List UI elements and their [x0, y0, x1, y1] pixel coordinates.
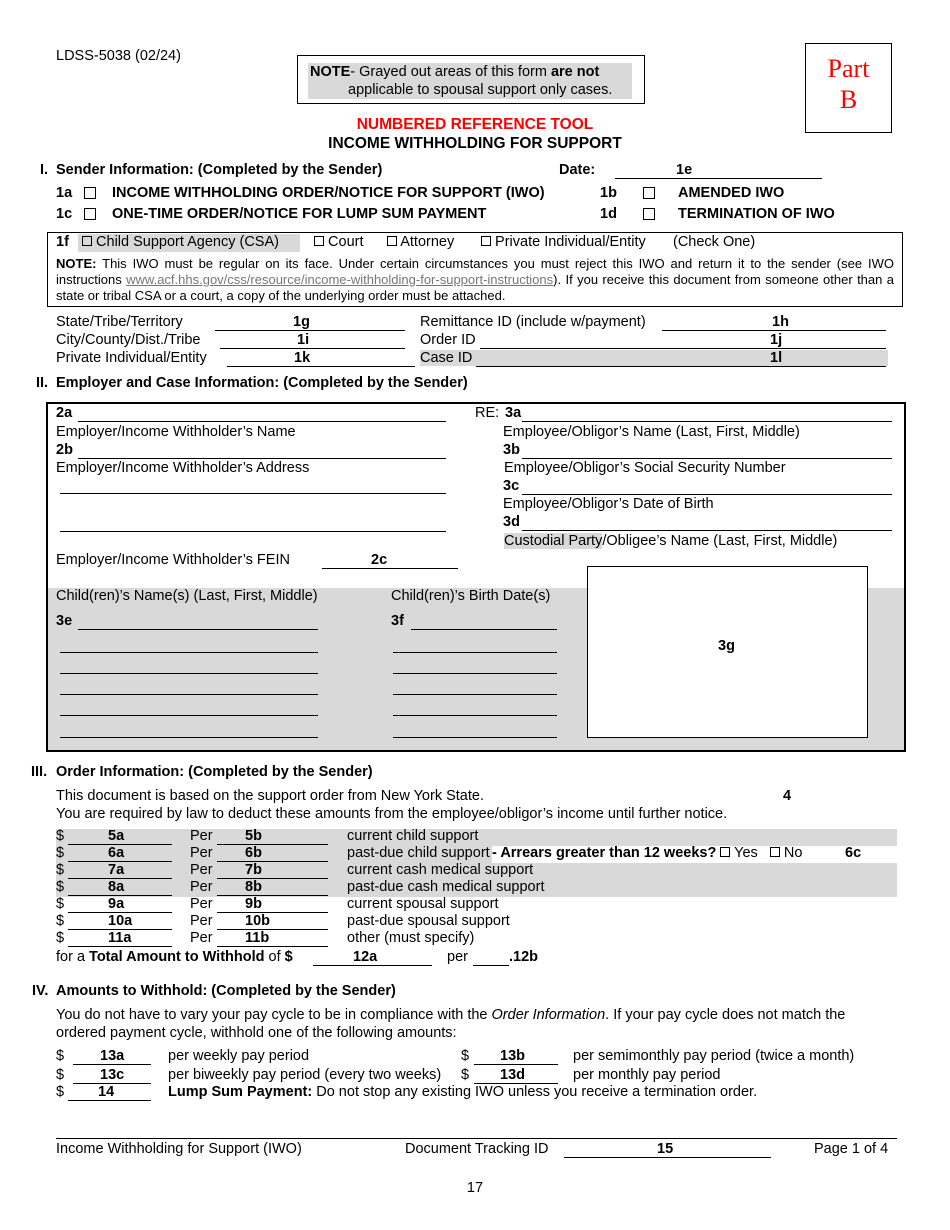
page-indicator: Page 1 of 4: [814, 1141, 889, 1157]
weekly-label: per weekly pay period: [168, 1048, 310, 1064]
dollar-14: $: [56, 1084, 65, 1100]
order-per-ref: 8b: [245, 879, 262, 895]
ref-2c: 2c: [371, 552, 388, 568]
ref-3f: 3f: [391, 613, 404, 629]
order-amount-ref: 7a: [108, 862, 125, 878]
iwo-note: NOTE: This IWO must be regular on its face. Under certain circumstances you must reject this IWO and return it to the sender (see IWO instructions www.acf.hhs.gov/css/resource/income-withholding-for-support-instructions). If you receive this document from someone other than a state or tribal CSA or a court, a copy of the underlying order must be attached.: [56, 256, 894, 303]
section4-heading: Amounts to Withhold: (Completed by the Sender): [56, 983, 396, 999]
order-description: past-due spousal support: [347, 913, 510, 929]
order-per-label: Per: [190, 930, 213, 946]
private-label: Private Individual/Entity: [56, 350, 207, 366]
monthly-label: per monthly pay period: [573, 1067, 721, 1083]
ref-3g: 3g: [718, 638, 735, 654]
termination-checkbox[interactable]: [643, 208, 655, 220]
sender-csa[interactable]: Child Support Agency (CSA): [82, 234, 279, 250]
order-per-ref: 9b: [245, 896, 262, 912]
section2-numeral: II.: [36, 375, 49, 391]
dollar-13c: $: [56, 1067, 65, 1083]
section4-numeral: IV.: [32, 983, 49, 999]
biweekly-label: per biweekly pay period (every two weeks): [168, 1067, 442, 1083]
case-label: Case ID: [420, 350, 473, 366]
section1-heading: Sender Information: (Completed by the Sender): [56, 162, 383, 178]
order-per-ref: 10b: [245, 913, 270, 929]
page-number: 17: [466, 1180, 484, 1196]
children-names-label: Child(ren)’s Name(s) (Last, First, Middle): [56, 588, 318, 604]
obligor-dob-label: Employee/Obligor’s Date of Birth: [503, 496, 714, 512]
order-description: current child support: [347, 828, 479, 844]
ref-1l: 1l: [770, 350, 783, 366]
ref-2b: 2b: [56, 442, 73, 458]
custodial-label: Custodial Party/Obligee’s Name (Last, First, Middle): [504, 533, 838, 549]
order-dollar: $: [56, 828, 65, 844]
order-dollar: $: [56, 913, 65, 929]
ref-13d: 13d: [500, 1067, 525, 1083]
ref-1a: 1a: [56, 185, 73, 201]
ref-1g: 1g: [293, 314, 310, 330]
ref-12a: 12a: [353, 949, 378, 965]
section1-numeral: I.: [40, 162, 49, 178]
date-label: Date:: [559, 162, 596, 178]
ref-1j: 1j: [770, 332, 783, 348]
sender-attorney[interactable]: Attorney: [387, 234, 454, 250]
lump-sum-line: Lump Sum Payment: Do not stop any existing IWO unless you receive a termination order.: [168, 1084, 758, 1100]
part-label: Part: [827, 54, 870, 83]
ref-15: 15: [657, 1141, 674, 1157]
ref-3c: 3c: [503, 478, 520, 494]
ref-3b: 3b: [503, 442, 520, 458]
order-dollar: $: [56, 862, 65, 878]
order-amount-ref: 10a: [108, 913, 133, 929]
remit-label: Remittance ID (include w/payment): [420, 314, 646, 330]
note-text: - Grayed out areas of this form: [350, 64, 551, 80]
re-label: RE:: [475, 405, 500, 421]
order-description: past-due child support: [347, 845, 490, 861]
order-amount-ref: 9a: [108, 896, 125, 912]
amended-option: AMENDED IWO: [678, 185, 785, 201]
order-per-ref: 11b: [245, 930, 270, 946]
tracking-label: Document Tracking ID: [405, 1141, 549, 1157]
ref-1c: 1c: [56, 206, 73, 222]
city-label: City/County/Dist./Tribe: [56, 332, 201, 348]
order-dollar: $: [56, 879, 65, 895]
sender-box: [47, 232, 903, 307]
order-label: Order ID: [420, 332, 476, 348]
order-description: current spousal support: [347, 896, 499, 912]
ref-13c: 13c: [100, 1067, 125, 1083]
termination-option: TERMINATION OF IWO: [678, 206, 835, 222]
order-amount-ref: 8a: [108, 879, 125, 895]
tool-title: NUMBERED REFERENCE TOOL: [356, 116, 594, 133]
order-per-label: Per: [190, 845, 213, 861]
order-description: past-due cash medical support: [347, 879, 545, 895]
section2-heading: Employer and Case Information: (Completed by the Sender): [56, 375, 468, 391]
arrears-yes-checkbox[interactable]: [720, 847, 730, 857]
note-text-2: applicable to spousal support only cases.: [348, 82, 613, 98]
total-per: per: [447, 949, 468, 965]
semimonthly-label: per semimonthly pay period (twice a month): [573, 1048, 855, 1064]
ref-14: 14: [98, 1084, 115, 1100]
form-id: LDSS-5038 (02/24): [56, 48, 181, 64]
total-line: for a Total Amount to Withhold of $: [56, 949, 293, 965]
order-per-label: Per: [190, 896, 213, 912]
order-per-ref: 6b: [245, 845, 262, 861]
sender-court[interactable]: Court: [314, 234, 364, 250]
fein-label: Employer/Income Withholder’s FEIN: [56, 552, 290, 568]
order-per-label: Per: [190, 862, 213, 878]
section3-heading: Order Information: (Completed by the Sender): [56, 764, 373, 780]
ref-4: 4: [783, 788, 792, 804]
ref-3e: 3e: [56, 613, 73, 629]
employer-address-label: Employer/Income Withholder’s Address: [56, 460, 310, 476]
order-dollar: $: [56, 896, 65, 912]
order-amount-ref: 5a: [108, 828, 125, 844]
order-dollar: $: [56, 845, 65, 861]
ref-1i: 1i: [297, 332, 310, 348]
ref-13b: 13b: [500, 1048, 525, 1064]
children-dob-label: Child(ren)’s Birth Date(s): [391, 588, 551, 604]
employer-name-label: Employer/Income Withholder’s Name: [56, 424, 296, 440]
ref-12b: .12b: [509, 949, 539, 965]
ref-1f: 1f: [56, 234, 69, 250]
order-per-ref: 5b: [245, 828, 262, 844]
order-per-label: Per: [190, 828, 213, 844]
based-on-text: This document is based on the support order from New York State.: [56, 788, 484, 804]
section3-numeral: III.: [31, 764, 48, 780]
iwo-option: INCOME WITHHOLDING ORDER/NOTICE FOR SUPPORT (IWO): [112, 185, 545, 201]
ref-1b: 1b: [600, 185, 617, 201]
dollar-13d: $: [461, 1067, 470, 1083]
order-per-label: Per: [190, 879, 213, 895]
ref-2a: 2a: [56, 405, 73, 421]
amended-checkbox[interactable]: [643, 187, 655, 199]
ref-1d: 1d: [600, 206, 617, 222]
obligor-name-label: Employee/Obligor’s Name (Last, First, Middle): [503, 424, 800, 440]
order-per-label: Per: [190, 913, 213, 929]
order-amount-ref: 11a: [108, 930, 132, 946]
order-per-ref: 7b: [245, 862, 262, 878]
note-bold-2: are not: [550, 64, 600, 80]
section4-intro: You do not have to vary your pay cycle to be in compliance with the Order Information. If your pay cycle does not match the ordered payment cycle, withhold one of the following amounts:: [56, 1007, 846, 1041]
order-amount-ref: 6a: [108, 845, 125, 861]
dollar-13b: $: [461, 1048, 470, 1064]
ref-13a: 13a: [100, 1048, 125, 1064]
order-description: other (must specify): [347, 930, 475, 946]
ref-1h: 1h: [772, 314, 789, 330]
lump-sum-checkbox[interactable]: [84, 208, 96, 220]
arrears-question: - Arrears greater than 12 weeks? Yes No: [492, 845, 803, 861]
dollar-13a: $: [56, 1048, 65, 1064]
footer-title: Income Withholding for Support (IWO): [56, 1141, 302, 1157]
note-box: [297, 55, 645, 104]
state-label: State/Tribe/Territory: [56, 314, 183, 330]
order-dollar: $: [56, 930, 65, 946]
check-one: (Check One): [673, 234, 756, 250]
ref-1k: 1k: [294, 350, 311, 366]
order-description: current cash medical support: [347, 862, 534, 878]
note-bold: NOTE: [310, 64, 351, 80]
lump-sum-option: ONE-TIME ORDER/NOTICE FOR LUMP SUM PAYMENT: [112, 206, 487, 222]
instructions-link[interactable]: www.acf.hhs.gov/css/resource/income-withholding-for-support-instructions: [126, 272, 554, 287]
iwo-checkbox[interactable]: [84, 187, 96, 199]
ref-6c: 6c: [845, 845, 862, 861]
part-letter: B: [839, 85, 858, 114]
ref-3a: 3a: [505, 405, 522, 421]
ref-3d: 3d: [503, 514, 520, 530]
sender-private[interactable]: Private Individual/Entity: [481, 234, 646, 250]
required-text: You are required by law to deduct these amounts from the employee/obligor’s income until further notice.: [56, 806, 728, 822]
ref-1e: 1e: [676, 162, 693, 178]
obligor-ssn-label: Employee/Obligor’s Social Security Number: [504, 460, 786, 476]
arrears-no-checkbox[interactable]: [770, 847, 780, 857]
box-3g[interactable]: [587, 566, 868, 738]
form-title: INCOME WITHHOLDING FOR SUPPORT: [328, 135, 622, 152]
